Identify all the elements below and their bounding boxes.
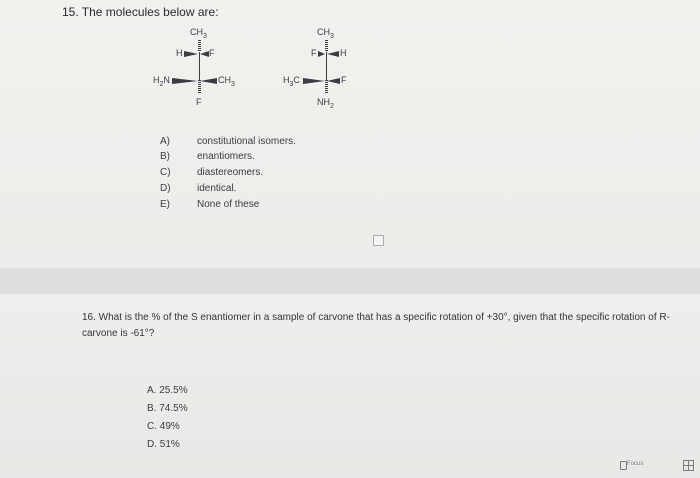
- mol2-left-top: F: [311, 48, 317, 58]
- focus-icon[interactable]: [620, 461, 627, 470]
- mol2-wedge-f-bottom: [327, 78, 340, 84]
- mol2-wedge-ch3: [303, 78, 325, 84]
- option-text-d[interactable]: identical.: [197, 183, 237, 194]
- option-letter-e: E): [160, 199, 170, 210]
- option-letter-a: A): [160, 136, 170, 147]
- mol1-left-top: H: [176, 48, 183, 58]
- answer-checkbox[interactable]: [373, 235, 384, 246]
- mol1-bottom-group: F: [196, 97, 202, 107]
- mol2-top-group: $CH_3$: [317, 27, 334, 40]
- q16-option-d[interactable]: D. 51%: [147, 439, 180, 450]
- q16-option-c[interactable]: C. 49%: [147, 421, 180, 432]
- focus-label[interactable]: Focus: [627, 461, 644, 467]
- option-text-a[interactable]: constitutional isomers.: [197, 136, 296, 147]
- mol2-wedge-h: [327, 51, 339, 57]
- mol1-top-group: $CH_3$: [190, 27, 207, 40]
- mol2-right-top: H: [340, 48, 347, 58]
- q16-option-b[interactable]: B. 74.5%: [147, 403, 188, 414]
- question-15-title: 15. The molecules below are:: [62, 5, 219, 19]
- card-divider: [0, 268, 700, 294]
- mol2-bottom-group: $NH_2$: [317, 97, 334, 110]
- option-letter-d: D): [160, 183, 171, 194]
- option-text-c[interactable]: diastereomers.: [197, 167, 264, 178]
- mol2-right-bottom: F: [341, 75, 347, 85]
- option-letter-c: C): [160, 167, 171, 178]
- option-text-b[interactable]: enantiomers.: [197, 151, 255, 162]
- option-text-e[interactable]: None of these: [197, 199, 260, 210]
- grid-view-icon[interactable]: [683, 460, 694, 471]
- mol1-right-bottom: $CH_3$: [218, 75, 235, 88]
- q16-option-a[interactable]: A. 25.5%: [147, 385, 188, 396]
- option-letter-b: B): [160, 151, 170, 162]
- mol1-right-top: F: [209, 48, 215, 58]
- mol2-wedge-f: [318, 51, 325, 57]
- mol1-left-bottom: $H_2N$: [153, 75, 170, 88]
- mol2-left-bottom: $H_3C$: [283, 75, 300, 88]
- question-16-text: 16. What is the % of the S enantiomer in a sample of carvone that has a specific rotation of +30°, given that the specific rotation of R-carvone is -61°?: [82, 312, 670, 339]
